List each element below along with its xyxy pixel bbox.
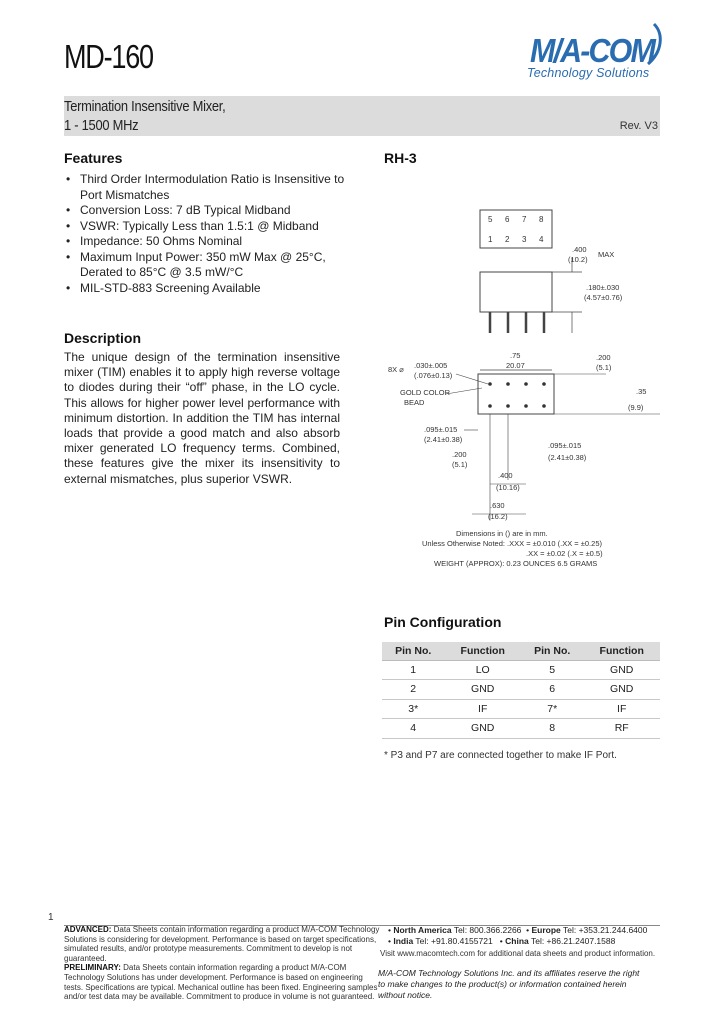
bottom-pin-label: 3 — [522, 235, 527, 244]
logo-wordmark: M/A-COM — [530, 32, 658, 69]
europe-tel[interactable]: Tel: +353.21.244.6400 — [562, 925, 648, 935]
feature-item: • Third Order Intermodulation Ratio is Insensitive to Port Mismatches — [64, 172, 364, 203]
table-row — [382, 719, 660, 739]
bottom-view-outline — [478, 374, 554, 414]
feature-item: • MIL-STD-883 Screening Available — [64, 281, 364, 297]
column-header: Pin No. — [382, 642, 444, 660]
package-note: Dimensions in () are in mm. — [456, 529, 548, 538]
north-america-tel[interactable]: Tel: 800.366.2266 — [453, 925, 522, 935]
table-cell: LO — [444, 660, 521, 680]
top-pin-label: 8 — [539, 215, 544, 224]
product-title-line2: 1 - 1500 MHz — [64, 117, 139, 134]
table-cell: 2 — [382, 680, 444, 700]
description-heading: Description — [64, 330, 142, 346]
dim-max: MAX — [598, 250, 615, 259]
footer-contacts — [388, 925, 660, 947]
dim-end-spacing-mm: (5.1) — [596, 363, 612, 372]
package-note: .XX = ±0.02 (.X = ±0.5) — [526, 549, 603, 558]
top-pin-label: 5 — [488, 215, 493, 224]
table-row — [382, 680, 660, 700]
feature-item: • Maximum Input Power: 350 mW Max @ 25°C, Derated to 85°C @ 3.5 mW/°C — [64, 250, 364, 281]
column-header: Function — [583, 642, 660, 660]
table-cell: 6 — [521, 680, 583, 700]
footer-rights-notice: M/A-COM Technology Solutions Inc. and its affiliates reserve the right to make changes to the product(s) or information contained herein without notice. — [378, 968, 640, 1000]
column-header: Function — [444, 642, 521, 660]
top-pin-label: 6 — [505, 215, 510, 224]
dim-height: .400 — [572, 245, 587, 254]
india-label: India — [393, 936, 414, 946]
side-view-body — [480, 272, 552, 312]
dim-lead-length-mm: (4.57±0.76) — [584, 293, 623, 302]
bead-label-line1: GOLD COLOR — [400, 388, 451, 397]
dim-width: .35 — [636, 387, 647, 396]
dim-pin-dia-mm: (.076±0.13) — [414, 371, 453, 380]
part-number: MD-160 — [64, 38, 153, 75]
footer-disclaimer — [64, 925, 382, 1002]
china-label: China — [505, 936, 529, 946]
bottom-pin-label: 1 — [488, 235, 493, 244]
preliminary-text: Data Sheets contain information regarding a product M/A-COM Technology Solutions has under development. Performance is based on engineering tests. Specifications are typical. Mechanical outline has been fixed. Engineering samples and/or test data may be available. Commitment to produce in volume is not guaranteed. — [64, 963, 378, 1002]
product-title-line1: Termination Insensitive Mixer, — [64, 98, 226, 115]
dim-width-mm: (9.9) — [628, 403, 644, 412]
india-tel[interactable]: Tel: +91.80.4155721 — [415, 936, 493, 946]
package-heading: RH-3 — [384, 150, 417, 166]
table-cell: 8 — [521, 719, 583, 739]
contact-row: • North America Tel: 800.366.2266 • Europe Tel: +353.21.244.6400 — [388, 925, 648, 935]
advanced-text: Data Sheets contain information regarding a product M/A-COM Technology Solutions is considering for development. Performance is based on target specifications, simulated results, and/or prototype measurements. Commitment to develop is not guaranteed. — [64, 925, 380, 963]
table-cell: GND — [583, 660, 660, 680]
pin-config-heading: Pin Configuration — [384, 614, 502, 630]
dim-body-length-mm: 20.07 — [506, 361, 525, 370]
dim-pitch-left-mm: (2.41±0.38) — [424, 435, 463, 444]
feature-item: • Conversion Loss: 7 dB Typical Midband — [64, 203, 364, 219]
revision-label: Rev. V3 — [619, 120, 658, 132]
bead-label-line2: BEAD — [404, 398, 425, 407]
footer-visit-link[interactable]: Visit www.macomtech.com for additional data sheets and product information. — [380, 949, 656, 958]
pin-config-table — [382, 642, 660, 739]
table-cell: GND — [444, 680, 521, 700]
table-cell: RF — [583, 719, 660, 739]
features-list — [64, 172, 364, 296]
dim-pin-dia-prefix: 8X ⌀ — [388, 365, 404, 374]
dim-span-mm: (10.16) — [496, 483, 520, 492]
table-cell: GND — [444, 719, 521, 739]
dim-body-length: .75 — [510, 351, 521, 360]
package-note: WEIGHT (APPROX): 0.23 OUNCES 6.5 GRAMS — [434, 559, 598, 568]
dim-row-spacing: .200 — [452, 450, 467, 459]
table-cell: 5 — [521, 660, 583, 680]
table-cell: IF — [444, 699, 521, 719]
europe-label: Europe — [531, 925, 561, 935]
feature-item: • VSWR: Typically Less than 1.5:1 @ Midband — [64, 219, 364, 235]
contact-row: • India Tel: +91.80.4155721 • China Tel: +86.21.2407.1588 — [388, 936, 616, 946]
table-cell: GND — [583, 680, 660, 700]
package-outline-drawing — [360, 180, 680, 580]
china-tel[interactable]: Tel: +86.21.2407.1588 — [530, 936, 616, 946]
bottom-pin-label: 2 — [505, 235, 510, 244]
table-cell: 4 — [382, 719, 444, 739]
table-row — [382, 699, 660, 719]
dim-span: .400 — [498, 471, 513, 480]
feature-item: • Impedance: 50 Ohms Nominal — [64, 234, 364, 250]
table-row — [382, 660, 660, 680]
dim-lead-length: .180±.030 — [586, 283, 620, 292]
north-america-label: North America — [393, 925, 452, 935]
table-cell: 7* — [521, 699, 583, 719]
description-text: The unique design of the termination insensitive mixer (TIM) enables it to apply high reverse voltage to diodes during their “off” phase, in the LO cycle. This allows for higher power level performance with minimum distortion. In addition the TIM has internal loads that provide a good match and also absorb mixer generated LO frequency terms. Combined, these features give the mixer its insensitivity to external mismatches, plus superior VSWR. — [64, 350, 340, 486]
dim-height-mm: (10.2) — [568, 255, 588, 264]
top-pin-label: 7 — [522, 215, 527, 224]
logo-tagline: Technology Solutions — [527, 66, 650, 80]
preliminary-label: PRELIMINARY: — [64, 963, 121, 973]
dim-overall-mm: (16.2) — [488, 512, 508, 521]
table-cell: 1 — [382, 660, 444, 680]
pin-config-note: * P3 and P7 are connected together to make IF Port. — [384, 750, 617, 761]
features-heading: Features — [64, 150, 123, 166]
column-header: Pin No. — [521, 642, 583, 660]
dim-pin-dia: .030±.005 — [414, 361, 448, 370]
table-cell: 3* — [382, 699, 444, 719]
table-cell: IF — [583, 699, 660, 719]
dim-pitch-left: .095±.015 — [424, 425, 458, 434]
dim-row-spacing-mm: (5.1) — [452, 460, 468, 469]
bottom-pin-label: 4 — [539, 235, 544, 244]
page-number: 1 — [48, 912, 54, 923]
advanced-label: ADVANCED: — [64, 925, 112, 934]
table-header-row — [382, 642, 660, 660]
dim-overall: .630 — [490, 501, 505, 510]
dim-pitch-right-mm: (2.41±0.38) — [548, 453, 587, 462]
dim-end-spacing: .200 — [596, 353, 611, 362]
dim-pitch-right: .095±.015 — [548, 441, 582, 450]
package-note: Unless Otherwise Noted: .XXX = ±0.010 (.XX = ±0.25) — [422, 539, 602, 548]
